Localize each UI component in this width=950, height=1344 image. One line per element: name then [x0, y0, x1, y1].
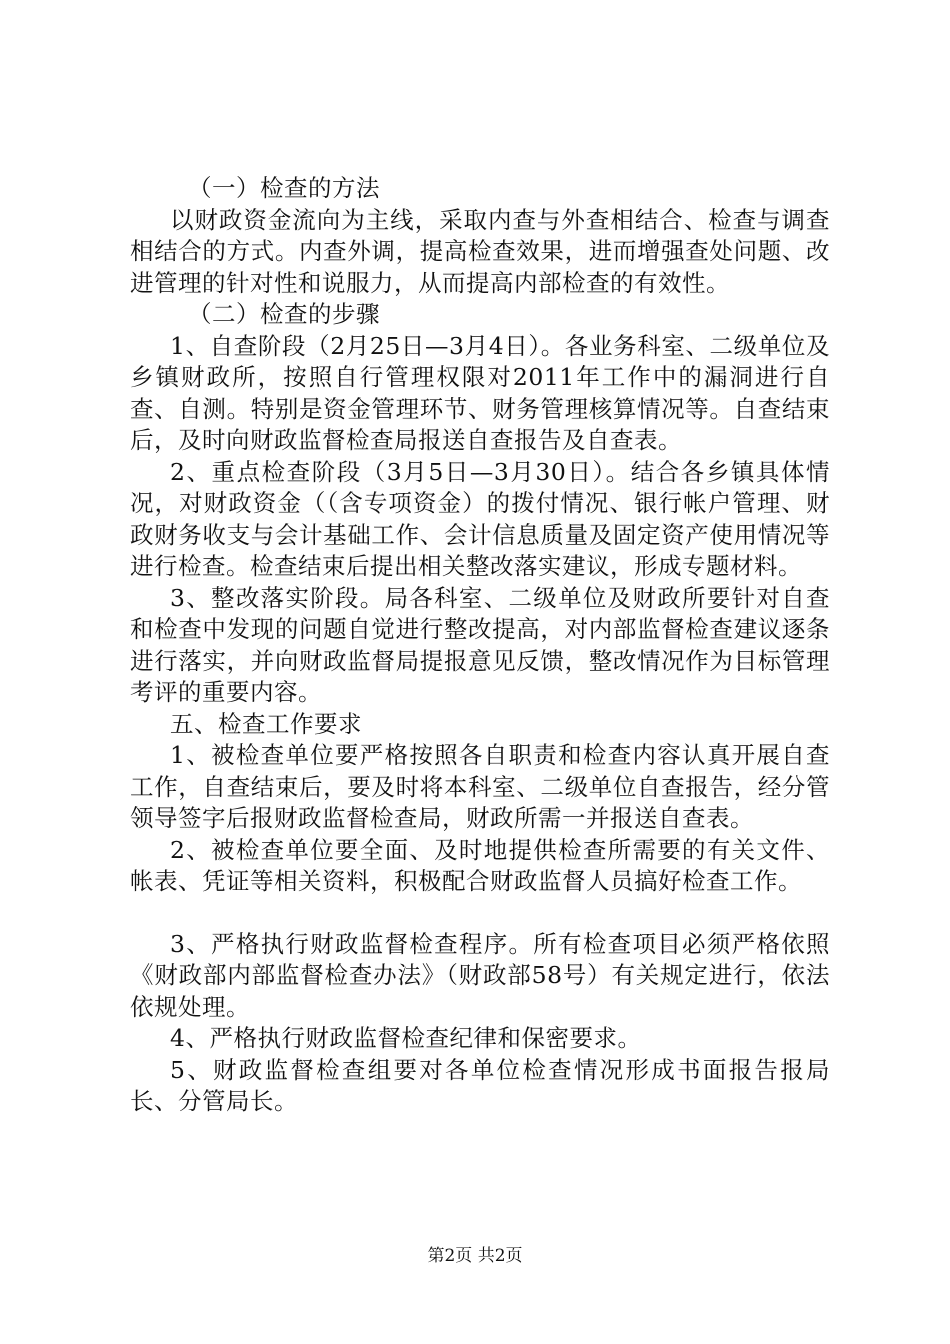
paragraph-method: 以财政资金流向为主线，采取内查与外查相结合、检查与调查相结合的方式。内查外调，提高检查效果，进而增强查处问题、改进管理的针对性和说服力，从而提高内部检查的有效性。	[130, 205, 830, 297]
paragraph-requirement-5: 5、财政监督检查组要对各单位检查情况形成书面报告报局长、分管局长。	[130, 1055, 830, 1115]
paragraph-requirement-2: 2、被检查单位要全面、及时地提供检查所需要的有关文件、帐表、凭证等相关资料，积极配合财政监督人员搞好检查工作。	[130, 835, 830, 895]
blank-line	[130, 898, 830, 929]
paragraph-key-check: 2、重点检查阶段（3月5日—3月30日）。结合各乡镇具体情况，对财政资金（（含专项资金）的拨付情况、银行帐户管理、财政财务收支与会计基础工作、会计信息质量及固定资产使用情况等进行检查。检查结束后提出相关整改落实建议，形成专题材料。	[130, 457, 830, 580]
paragraph-requirement-4: 4、严格执行财政监督检查纪律和保密要求。	[170, 1024, 642, 1052]
section-heading-steps: （二）检查的步骤	[188, 300, 380, 328]
paragraph-requirement-1: 1、被检查单位要严格按照各自职责和检查内容认真开展自查工作，自查结束后，要及时将本科室、二级单位自查报告，经分管领导签字后报财政监督检查局，财政所需一并报送自查表。	[130, 741, 830, 832]
page-footer: 第2页 共2页	[427, 1246, 523, 1266]
document-body	[130, 173, 830, 1118]
section-heading-method: （一）检查的方法	[188, 174, 380, 202]
section-heading-requirements: 五、检查工作要求	[170, 709, 362, 738]
paragraph-rectification: 3、整改落实阶段。局各科室、二级单位及财政所要针对自查和检查中发现的问题自觉进行整改提高，对内部监督检查建议逐条进行落实，并向财政监督局提报意见反馈，整改情况作为目标管理考评的重要内容。	[130, 583, 830, 706]
paragraph-self-check: 1、自查阶段（2月25日—3月4日）。各业务科室、二级单位及乡镇财政所，按照自行管理权限对2011年工作中的漏洞进行自查、自测。特别是资金管理环节、财务管理核算情况等。自查结束后，及时向财政监督检查局报送自查报告及自查表。	[130, 331, 830, 454]
paragraph-requirement-3: 3、严格执行财政监督检查程序。所有检查项目必须严格依照《财政部内部监督检查办法》（财政部58号）有关规定进行，依法依规处理。	[130, 929, 830, 1021]
